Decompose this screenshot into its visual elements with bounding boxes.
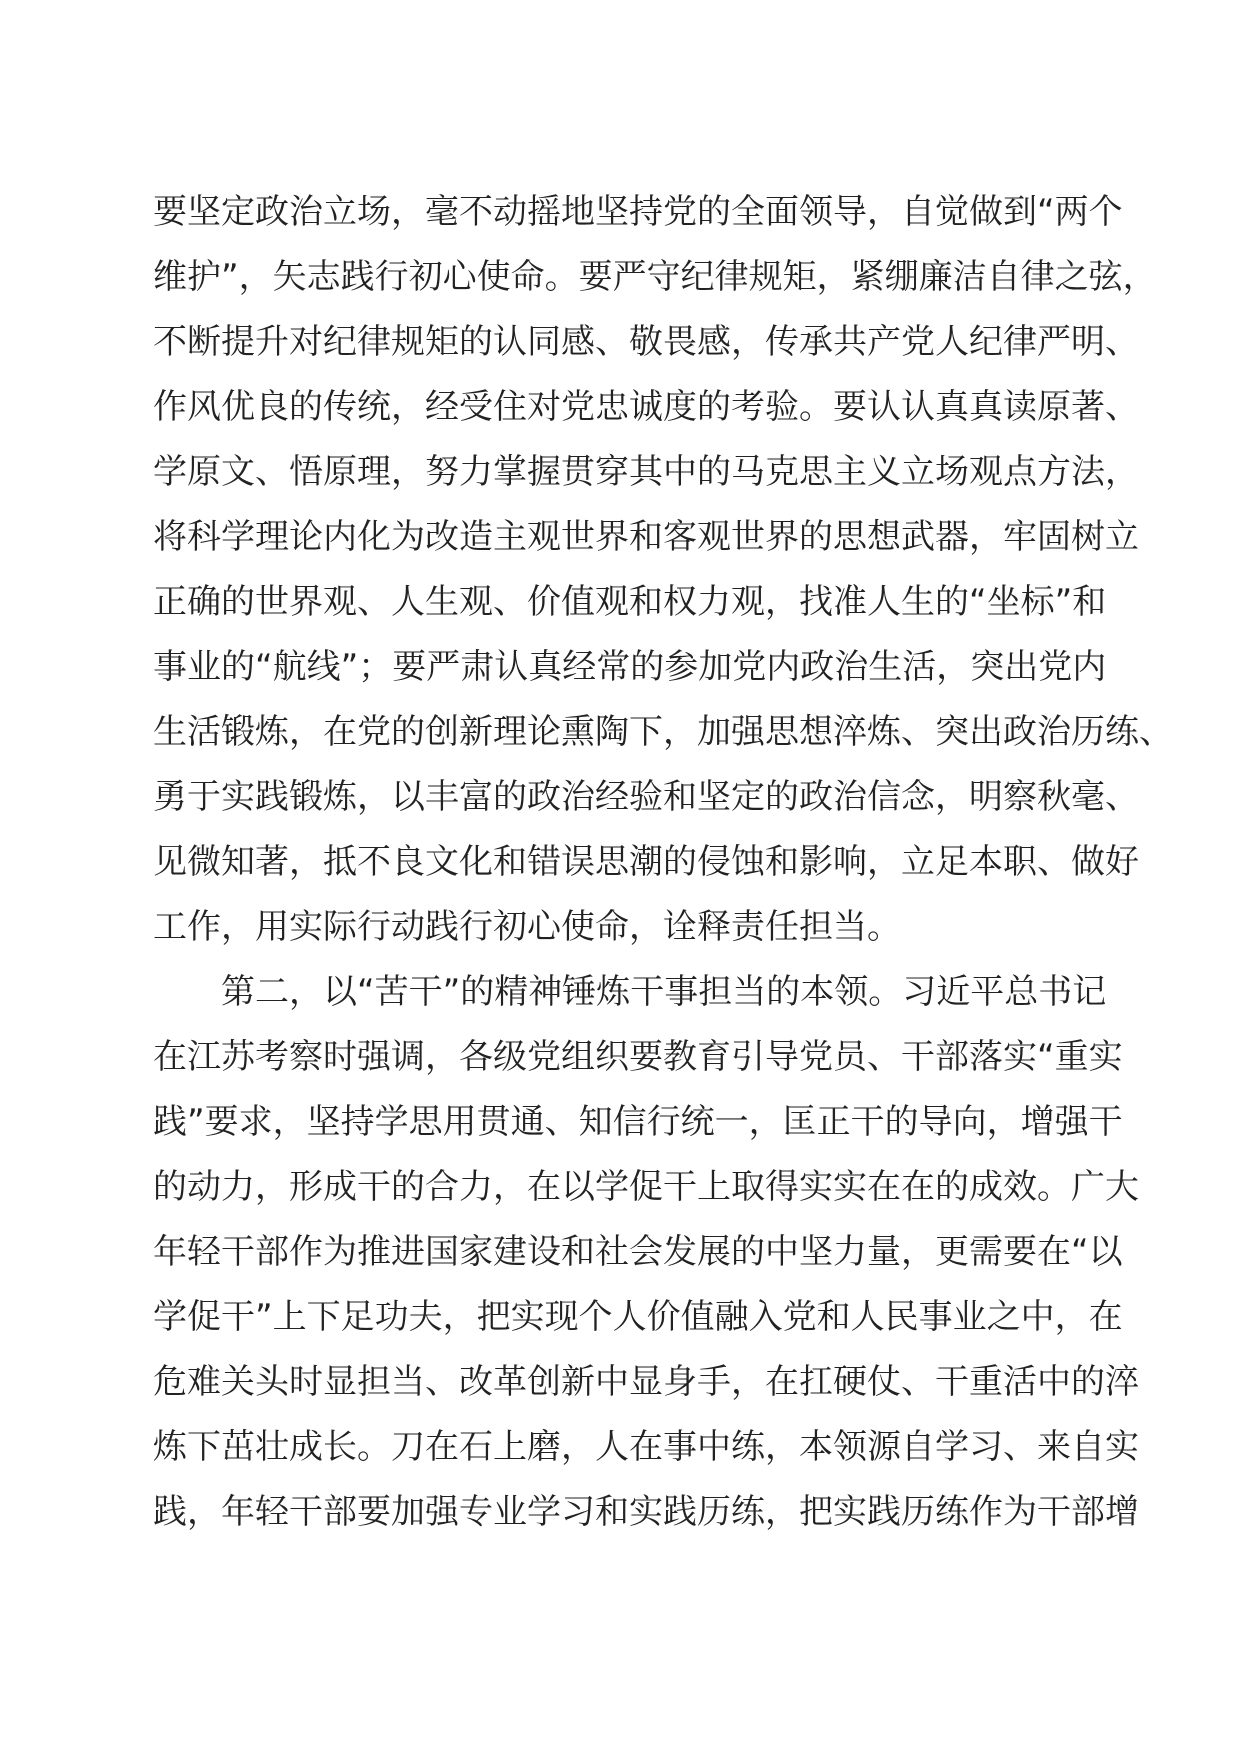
text-line: 炼下茁壮成长。刀在石上磨，人在事中练，本领源自学习、来自实 bbox=[153, 1427, 1139, 1467]
text-line: 见微知著，抵不良文化和错误思潮的侵蚀和影响，立足本职、做好 bbox=[153, 842, 1139, 882]
text-line: 践”要求，坚持学思用贯通、知信行统一，匡正干的导向，增强干 bbox=[153, 1102, 1123, 1142]
text-line: 学原文、悟原理，努力掌握贯穿其中的马克思主义立场观点方法， bbox=[153, 452, 1139, 492]
text-line: 不断提升对纪律规矩的认同感、敬畏感，传承共产党人纪律严明、 bbox=[153, 322, 1139, 362]
text-line: 事业的“航线”；要严肃认真经常的参加党内政治生活，突出党内 bbox=[153, 647, 1107, 687]
text-line: 第二，以“苦干”的精神锤炼干事担当的本领。习近平总书记 bbox=[221, 972, 1107, 1012]
text-line: 工作，用实际行动践行初心使命，诠释责任担当。 bbox=[153, 907, 901, 947]
paragraph bbox=[153, 960, 1139, 1545]
text-line: 年轻干部作为推进国家建设和社会发展的中坚力量，更需要在“以 bbox=[153, 1232, 1123, 1272]
text-line: 生活锻炼，在党的创新理论熏陶下，加强思想淬炼、突出政治历练、 bbox=[153, 712, 1173, 752]
text-line: 要坚定政治立场，毫不动摇地坚持党的全面领导，自觉做到“两个 bbox=[153, 192, 1123, 232]
text-line: 作风优良的传统，经受住对党忠诚度的考验。要认认真真读原著、 bbox=[153, 387, 1139, 427]
text-line: 的动力，形成干的合力，在以学促干上取得实实在在的成效。广大 bbox=[153, 1167, 1139, 1207]
text-line: 学促干”上下足功夫，把实现个人价值融入党和人民事业之中，在 bbox=[153, 1297, 1123, 1337]
text-line: 将科学理论内化为改造主观世界和客观世界的思想武器，牢固树立 bbox=[153, 517, 1139, 557]
text-line: 践，年轻干部要加强专业学习和实践历练，把实践历练作为干部增 bbox=[153, 1492, 1139, 1532]
body-text bbox=[153, 180, 1173, 1545]
text-line: 危难关头时显担当、改革创新中显身手，在扛硬仗、干重活中的淬 bbox=[153, 1362, 1139, 1402]
text-line: 正确的世界观、人生观、价值观和权力观，找准人生的“坐标”和 bbox=[153, 582, 1107, 622]
text-line: 维护”，矢志践行初心使命。要严守纪律规矩，紧绷廉洁自律之弦， bbox=[153, 257, 1157, 297]
text-line: 在江苏考察时强调，各级党组织要教育引导党员、干部落实“重实 bbox=[153, 1037, 1123, 1077]
text-line: 勇于实践锻炼，以丰富的政治经验和坚定的政治信念，明察秋毫、 bbox=[153, 777, 1139, 817]
paragraph bbox=[153, 180, 1173, 960]
